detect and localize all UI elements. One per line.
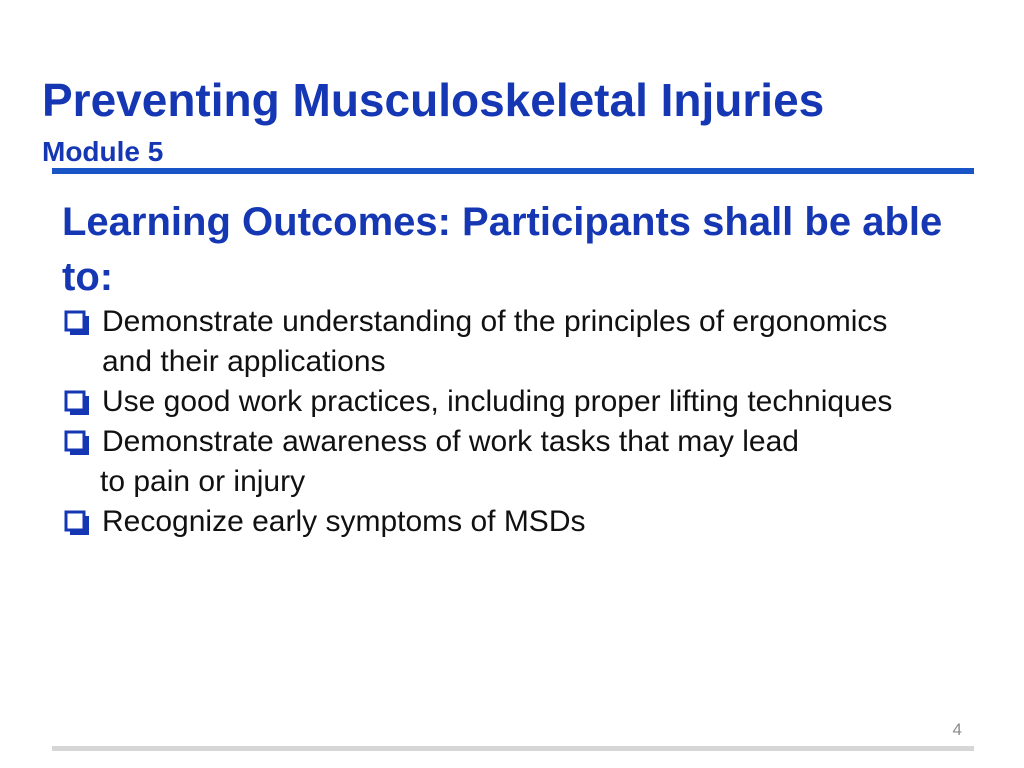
list-item (0, 422, 1002, 502)
learning-outcomes-list (0, 302, 1024, 542)
title-divider (52, 168, 974, 174)
list-item-text: Use good work practices, including proper lifting techniques (102, 385, 893, 418)
checkbox-icon (64, 390, 90, 416)
slide-subtitle: Module 5 (42, 136, 164, 167)
list-item-text: Demonstrate understanding of the principles of ergonomics (102, 305, 888, 338)
footer-divider (52, 746, 974, 751)
page-number: 4 (952, 720, 962, 739)
list-item (0, 302, 1002, 382)
checkbox-icon (64, 430, 90, 456)
slide-title: Preventing Musculoskeletal Injuries (42, 74, 825, 126)
list-item-text-continued: to pain or injury (100, 465, 306, 498)
list-item-text: Recognize early symptoms of MSDs (102, 505, 586, 538)
list-item (0, 382, 1002, 422)
checkbox-icon (64, 310, 90, 336)
list-item (0, 502, 1002, 542)
learning-outcomes-heading: Learning Outcomes: Participants shall be able to: (62, 200, 943, 299)
list-item-text: Demonstrate awareness of work tasks that may lead (102, 425, 799, 458)
checkbox-icon (64, 510, 90, 536)
list-item-text-continued: and their applications (102, 345, 386, 378)
